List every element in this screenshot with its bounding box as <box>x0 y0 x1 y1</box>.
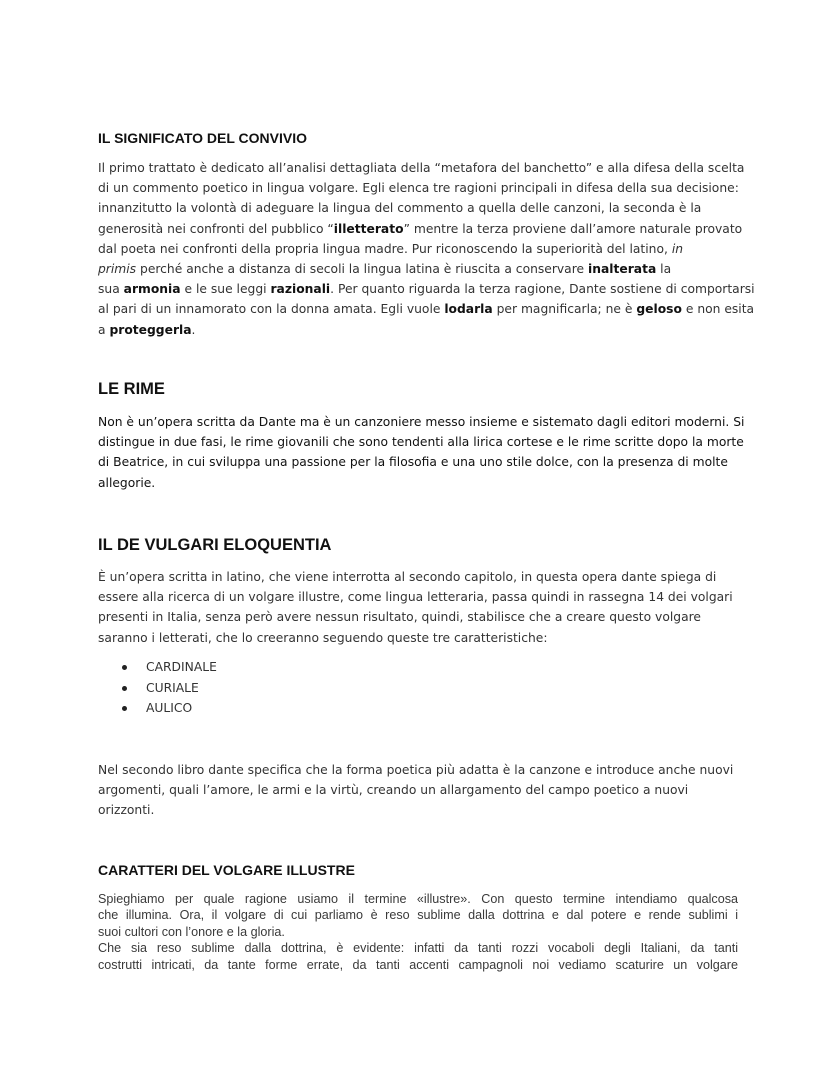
bold-term: razionali <box>270 282 331 297</box>
text-line: argomenti, quali l’amore, le armi e la virtù, creando un allargamento del campo poetico a nuovi <box>98 783 689 798</box>
bold-term: illetterato <box>333 221 404 236</box>
text-run: e non esita <box>685 302 755 317</box>
heading-eloquentia: IL DE VULGARI ELOQUENTIA <box>98 536 332 554</box>
text-line: suoi cultori con l’onore e la gloria. <box>98 924 285 939</box>
bold-term: armonia <box>123 282 181 297</box>
list-item-label: CARDINALE <box>146 660 217 674</box>
text-line: che illumina. Ora, il volgare di cui parliamo è reso sublime dalla dottrina e dal potere e rende sublimi i <box>98 908 738 923</box>
text-run: e le sue leggi <box>184 282 267 297</box>
text-line <box>98 259 738 279</box>
text-line <box>98 279 755 299</box>
text-line: distingue in due fasi, le rime giovanili che sono tendenti alla lirica cortese e le rime scritte dopo la morte <box>98 435 744 450</box>
text-run: perché anche a distanza di secoli la lingua latina è riuscita a conservare <box>140 262 585 277</box>
bold-term: lodarla <box>444 302 493 317</box>
text-line: innanzitutto la volontà di adeguare la lingua del commento a quella delle canzoni, la seconda è la <box>98 201 702 216</box>
text-line <box>98 299 755 319</box>
text-line: allegorie. <box>98 475 156 490</box>
list-item <box>98 657 217 678</box>
paragraph-rime <box>98 412 745 493</box>
text-line: presenti in Italia, senza però avere nessun risultato, quindi, stabilisce che a creare questo volgare <box>98 610 701 625</box>
text-line: essere alla ricerca di un volgare illustre, come lingua letteraria, passa quindi in rassegna 14 dei volgari <box>98 590 733 605</box>
list-item <box>98 678 217 699</box>
paragraph-convivio <box>98 158 755 340</box>
text-line: Spieghiamo per quale ragione usiamo il termine «illustre». Con questo termine intendiamo qualcosa <box>98 892 738 906</box>
text-line: di un commento poetico in lingua volgare. Egli elenca tre ragioni principali in difesa della sua decisione: <box>98 181 739 196</box>
italic-term: primis <box>98 262 137 277</box>
text-run: ” mentre la terza proviene dall’amore naturale provato <box>403 221 743 236</box>
text-run: generosità nei confronti del pubblico “ <box>98 221 334 236</box>
paragraph-eloquentia <box>98 567 738 648</box>
text-line <box>98 219 743 239</box>
text-line: orizzonti. <box>98 803 155 818</box>
text-run: sua <box>98 282 120 297</box>
text-line: costrutti intricati, da tante forme errate, da tanti accenti campagnoli noi vediamo scaturire un volgare <box>98 957 738 972</box>
bullet-icon <box>122 686 127 691</box>
italic-term: in <box>671 241 684 256</box>
text-run: per magnificarla; ne è <box>496 302 633 317</box>
list-item-label: CURIALE <box>146 680 199 695</box>
text-run: la <box>660 262 672 277</box>
text-run: a <box>98 322 106 337</box>
bold-term: proteggerla <box>109 322 192 337</box>
list-item-label: AULICO <box>146 701 193 716</box>
bullet-icon <box>122 665 127 670</box>
list-item <box>98 698 217 719</box>
text-line: saranno i letterati, che lo creeranno seguendo queste tre caratteristiche: <box>98 630 548 645</box>
text-line <box>98 239 738 259</box>
paragraph-illustre <box>98 891 738 973</box>
text-line <box>98 320 738 340</box>
paragraph-secondo-libro <box>98 760 738 821</box>
bold-term: inalterata <box>588 262 657 277</box>
text-run: al pari di un innamorato con la donna amata. Egli vuole <box>98 302 441 317</box>
bold-term: geloso <box>636 302 682 317</box>
text-line: Che sia reso sublime dalla dottrina, è evidente: infatti da tanti rozzi vocaboli degli Italiani, da tanti <box>98 941 738 956</box>
text-line: Non è un’opera scritta da Dante ma è un canzoniere messo insieme e sistemato dagli editori moderni. Si <box>98 415 745 429</box>
bullet-list <box>98 657 217 719</box>
text-run: dal poeta nei confronti della propria lingua madre. Pur riconoscendo la superiorità del latino, <box>98 241 668 256</box>
text-run: . <box>191 322 196 337</box>
bullet-icon <box>122 706 127 711</box>
heading-rime: LE RIME <box>98 380 165 398</box>
heading-volgare-illustre: CARATTERI DEL VOLGARE ILLUSTRE <box>98 862 355 878</box>
text-run: . Per quanto riguarda la terza ragione, Dante sostiene di comportarsi <box>330 282 755 297</box>
text-line: Nel secondo libro dante specifica che la forma poetica più adatta è la canzone e introduce anche nuovi <box>98 763 734 777</box>
text-line: È un’opera scritta in latino, che viene interrotta al secondo capitolo, in questa opera dante spiega di <box>98 570 717 584</box>
heading-convivio: IL SIGNIFICATO DEL CONVIVIO <box>98 130 307 146</box>
text-line: Il primo trattato è dedicato all’analisi dettagliata della “metafora del banchetto” e alla difesa della scelta <box>98 161 745 175</box>
text-line: di Beatrice, in cui sviluppa una passione per la filosofia e una uno stile dolce, con la presenza di molte <box>98 455 728 470</box>
